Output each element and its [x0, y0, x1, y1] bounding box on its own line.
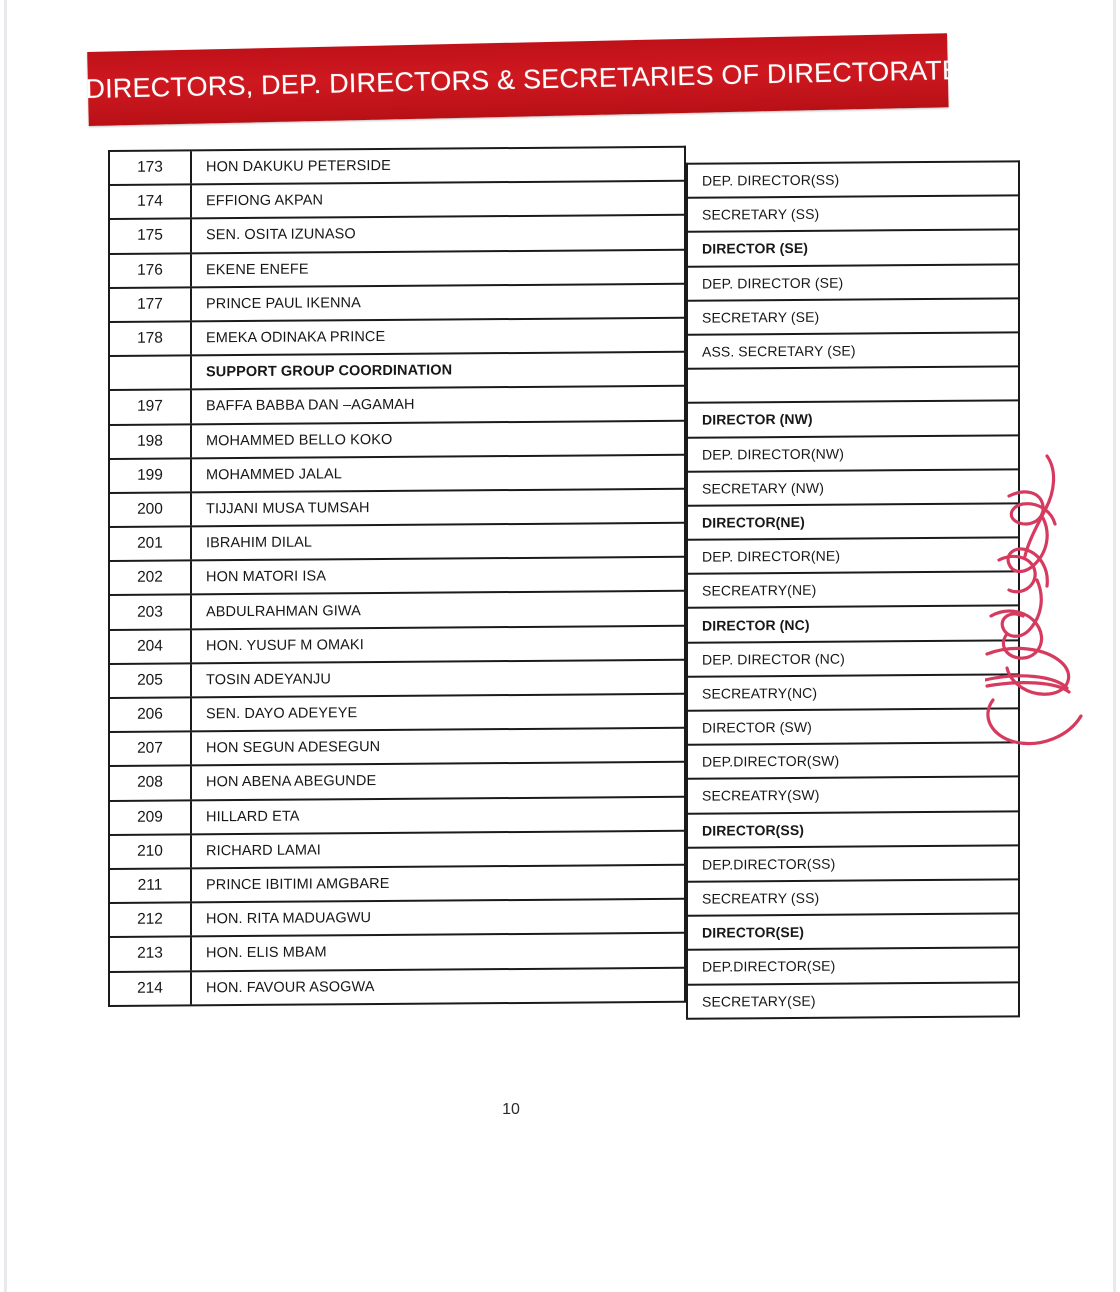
row-index-cell: 175	[110, 220, 192, 253]
table-row	[110, 353, 684, 391]
table-row	[110, 934, 684, 972]
row-name-cell: HILLARD ETA	[206, 808, 300, 825]
role-cell: SECRETARY(SE)	[688, 983, 1018, 1020]
role-cell: DEP. DIRECTOR(NE)	[688, 538, 1018, 575]
row-index-cell: 203	[110, 596, 192, 629]
row-index-cell: 174	[110, 186, 192, 219]
role-cell: DIRECTOR (NC)	[688, 607, 1018, 644]
table-row	[110, 285, 684, 323]
page-number: 10	[502, 1101, 520, 1118]
table-row	[110, 250, 684, 288]
row-name-cell: HON ABENA ABEGUNDE	[206, 773, 377, 791]
row-name-cell: EFFIONG AKPAN	[206, 192, 324, 210]
table-row	[110, 763, 684, 801]
row-index-cell: 211	[110, 869, 192, 902]
role-cell: DIRECTOR (NW)	[688, 402, 1018, 439]
row-name-cell: MOHAMMED JALAL	[206, 466, 342, 484]
page-title: DIRECTORS, DEP. DIRECTORS & SECRETARIES OF DIRECTORATES	[85, 54, 979, 104]
row-index-cell: 178	[110, 322, 192, 355]
role-cell: SECRETARY (NW)	[688, 470, 1018, 507]
table-body-index-name	[108, 146, 686, 1007]
row-index-cell	[110, 357, 192, 390]
row-name-cell: EKENE ENEFE	[206, 261, 309, 278]
table-row	[110, 558, 684, 596]
table-row	[110, 626, 684, 664]
table-row	[110, 216, 684, 254]
role-cell: DIRECTOR(SE)	[688, 914, 1018, 951]
role-cell: SECREATRY (SS)	[688, 880, 1018, 917]
row-name-cell: HON SEGUN ADESEGUN	[206, 739, 381, 757]
row-name-cell: EMEKA ODINAKA PRINCE	[206, 328, 386, 347]
role-cell-empty	[688, 367, 1018, 404]
page-edge-right	[1113, 0, 1116, 1292]
table-row	[110, 729, 684, 767]
row-name-cell: PRINCE IBITIMI AMGBARE	[206, 875, 390, 894]
table-row	[110, 832, 684, 870]
role-cell: ASS. SECRETARY (SE)	[688, 333, 1018, 370]
directors-table	[108, 150, 1020, 1042]
row-index-cell: 201	[110, 527, 192, 560]
role-cell: DEP.DIRECTOR(SW)	[688, 744, 1018, 781]
row-index-cell: 212	[110, 904, 192, 937]
role-cell: SECRETARY (SS)	[688, 197, 1018, 234]
row-index-cell: 214	[110, 972, 192, 1005]
table-row	[110, 866, 684, 904]
row-index-cell: 213	[110, 938, 192, 971]
header-banner	[85, 33, 979, 126]
row-name-cell: BAFFA BABBA DAN –AGAMAH	[206, 397, 415, 415]
role-cell: DEP. DIRECTOR(SS)	[688, 162, 1018, 199]
table-row	[110, 182, 684, 220]
role-cell: DEP.DIRECTOR(SS)	[688, 846, 1018, 883]
row-name-cell: MOHAMMED BELLO KOKO	[206, 431, 393, 449]
row-name-cell: HON. FAVOUR ASOGWA	[206, 978, 375, 996]
row-index-cell: 199	[110, 459, 192, 492]
table-row	[110, 592, 684, 630]
table-body-role	[686, 160, 1020, 1019]
role-cell: SECREATRY(NC)	[688, 675, 1018, 712]
row-index-cell: 173	[110, 151, 192, 184]
row-index-cell: 198	[110, 425, 192, 458]
row-name-cell: HON MATORI ISA	[206, 568, 327, 586]
table-row	[110, 968, 684, 1006]
table-row	[110, 797, 684, 835]
row-name-cell: RICHARD LAMAI	[206, 842, 321, 860]
row-index-cell: 177	[110, 288, 192, 321]
row-name-cell: HON DAKUKU PETERSIDE	[206, 158, 391, 176]
row-name-cell: HON. YUSUF M OMAKI	[206, 636, 364, 655]
section-heading-cell: SUPPORT GROUP COORDINATION	[206, 362, 453, 381]
table-row	[110, 421, 684, 459]
table-row	[110, 695, 684, 733]
role-cell: SECREATRY(SW)	[688, 778, 1018, 815]
row-name-cell: PRINCE PAUL IKENNA	[206, 294, 361, 313]
row-index-cell: 200	[110, 493, 192, 526]
row-index-cell: 208	[110, 767, 192, 800]
table-row	[110, 148, 684, 186]
row-name-cell: TOSIN ADEYANJU	[206, 671, 331, 689]
role-cell: DIRECTOR(SS)	[688, 812, 1018, 849]
row-index-cell: 197	[110, 391, 192, 424]
row-name-cell: HON. ELIS MBAM	[206, 944, 327, 962]
role-cell: DEP. DIRECTOR (NC)	[688, 641, 1018, 678]
table-row	[110, 524, 684, 562]
table-row	[110, 387, 684, 425]
table-row	[110, 455, 684, 493]
row-index-cell: 210	[110, 835, 192, 868]
role-cell: SECREATRY(NE)	[688, 573, 1018, 610]
table-row	[110, 319, 684, 357]
table-row	[110, 900, 684, 938]
row-name-cell: SEN. OSITA IZUNASO	[206, 226, 356, 244]
role-cell: DEP. DIRECTOR (SE)	[688, 265, 1018, 302]
role-cell: DEP.DIRECTOR(SE)	[688, 949, 1018, 986]
role-cell: DIRECTOR (SE)	[688, 231, 1018, 268]
row-index-cell: 176	[110, 254, 192, 287]
role-cell: DIRECTOR(NE)	[688, 504, 1018, 541]
row-index-cell: 204	[110, 630, 192, 663]
row-index-cell: 207	[110, 733, 192, 766]
role-cell: DIRECTOR (SW)	[688, 709, 1018, 746]
table-row	[110, 490, 684, 528]
row-index-cell: 206	[110, 698, 192, 731]
role-cell: DEP. DIRECTOR(NW)	[688, 436, 1018, 473]
row-name-cell: HON. RITA MADUAGWU	[206, 910, 372, 928]
row-name-cell: SEN. DAYO ADEYEYE	[206, 705, 358, 723]
role-cell: SECRETARY (SE)	[688, 299, 1018, 336]
row-index-cell: 205	[110, 664, 192, 697]
row-name-cell: ABDULRAHMAN GIWA	[206, 602, 361, 620]
row-name-cell: TIJJANI MUSA TUMSAH	[206, 500, 370, 518]
row-index-cell: 209	[110, 801, 192, 834]
table-row	[110, 661, 684, 699]
page-edge-left	[4, 0, 7, 1292]
row-index-cell: 202	[110, 562, 192, 595]
row-name-cell: IBRAHIM DILAL	[206, 534, 313, 552]
